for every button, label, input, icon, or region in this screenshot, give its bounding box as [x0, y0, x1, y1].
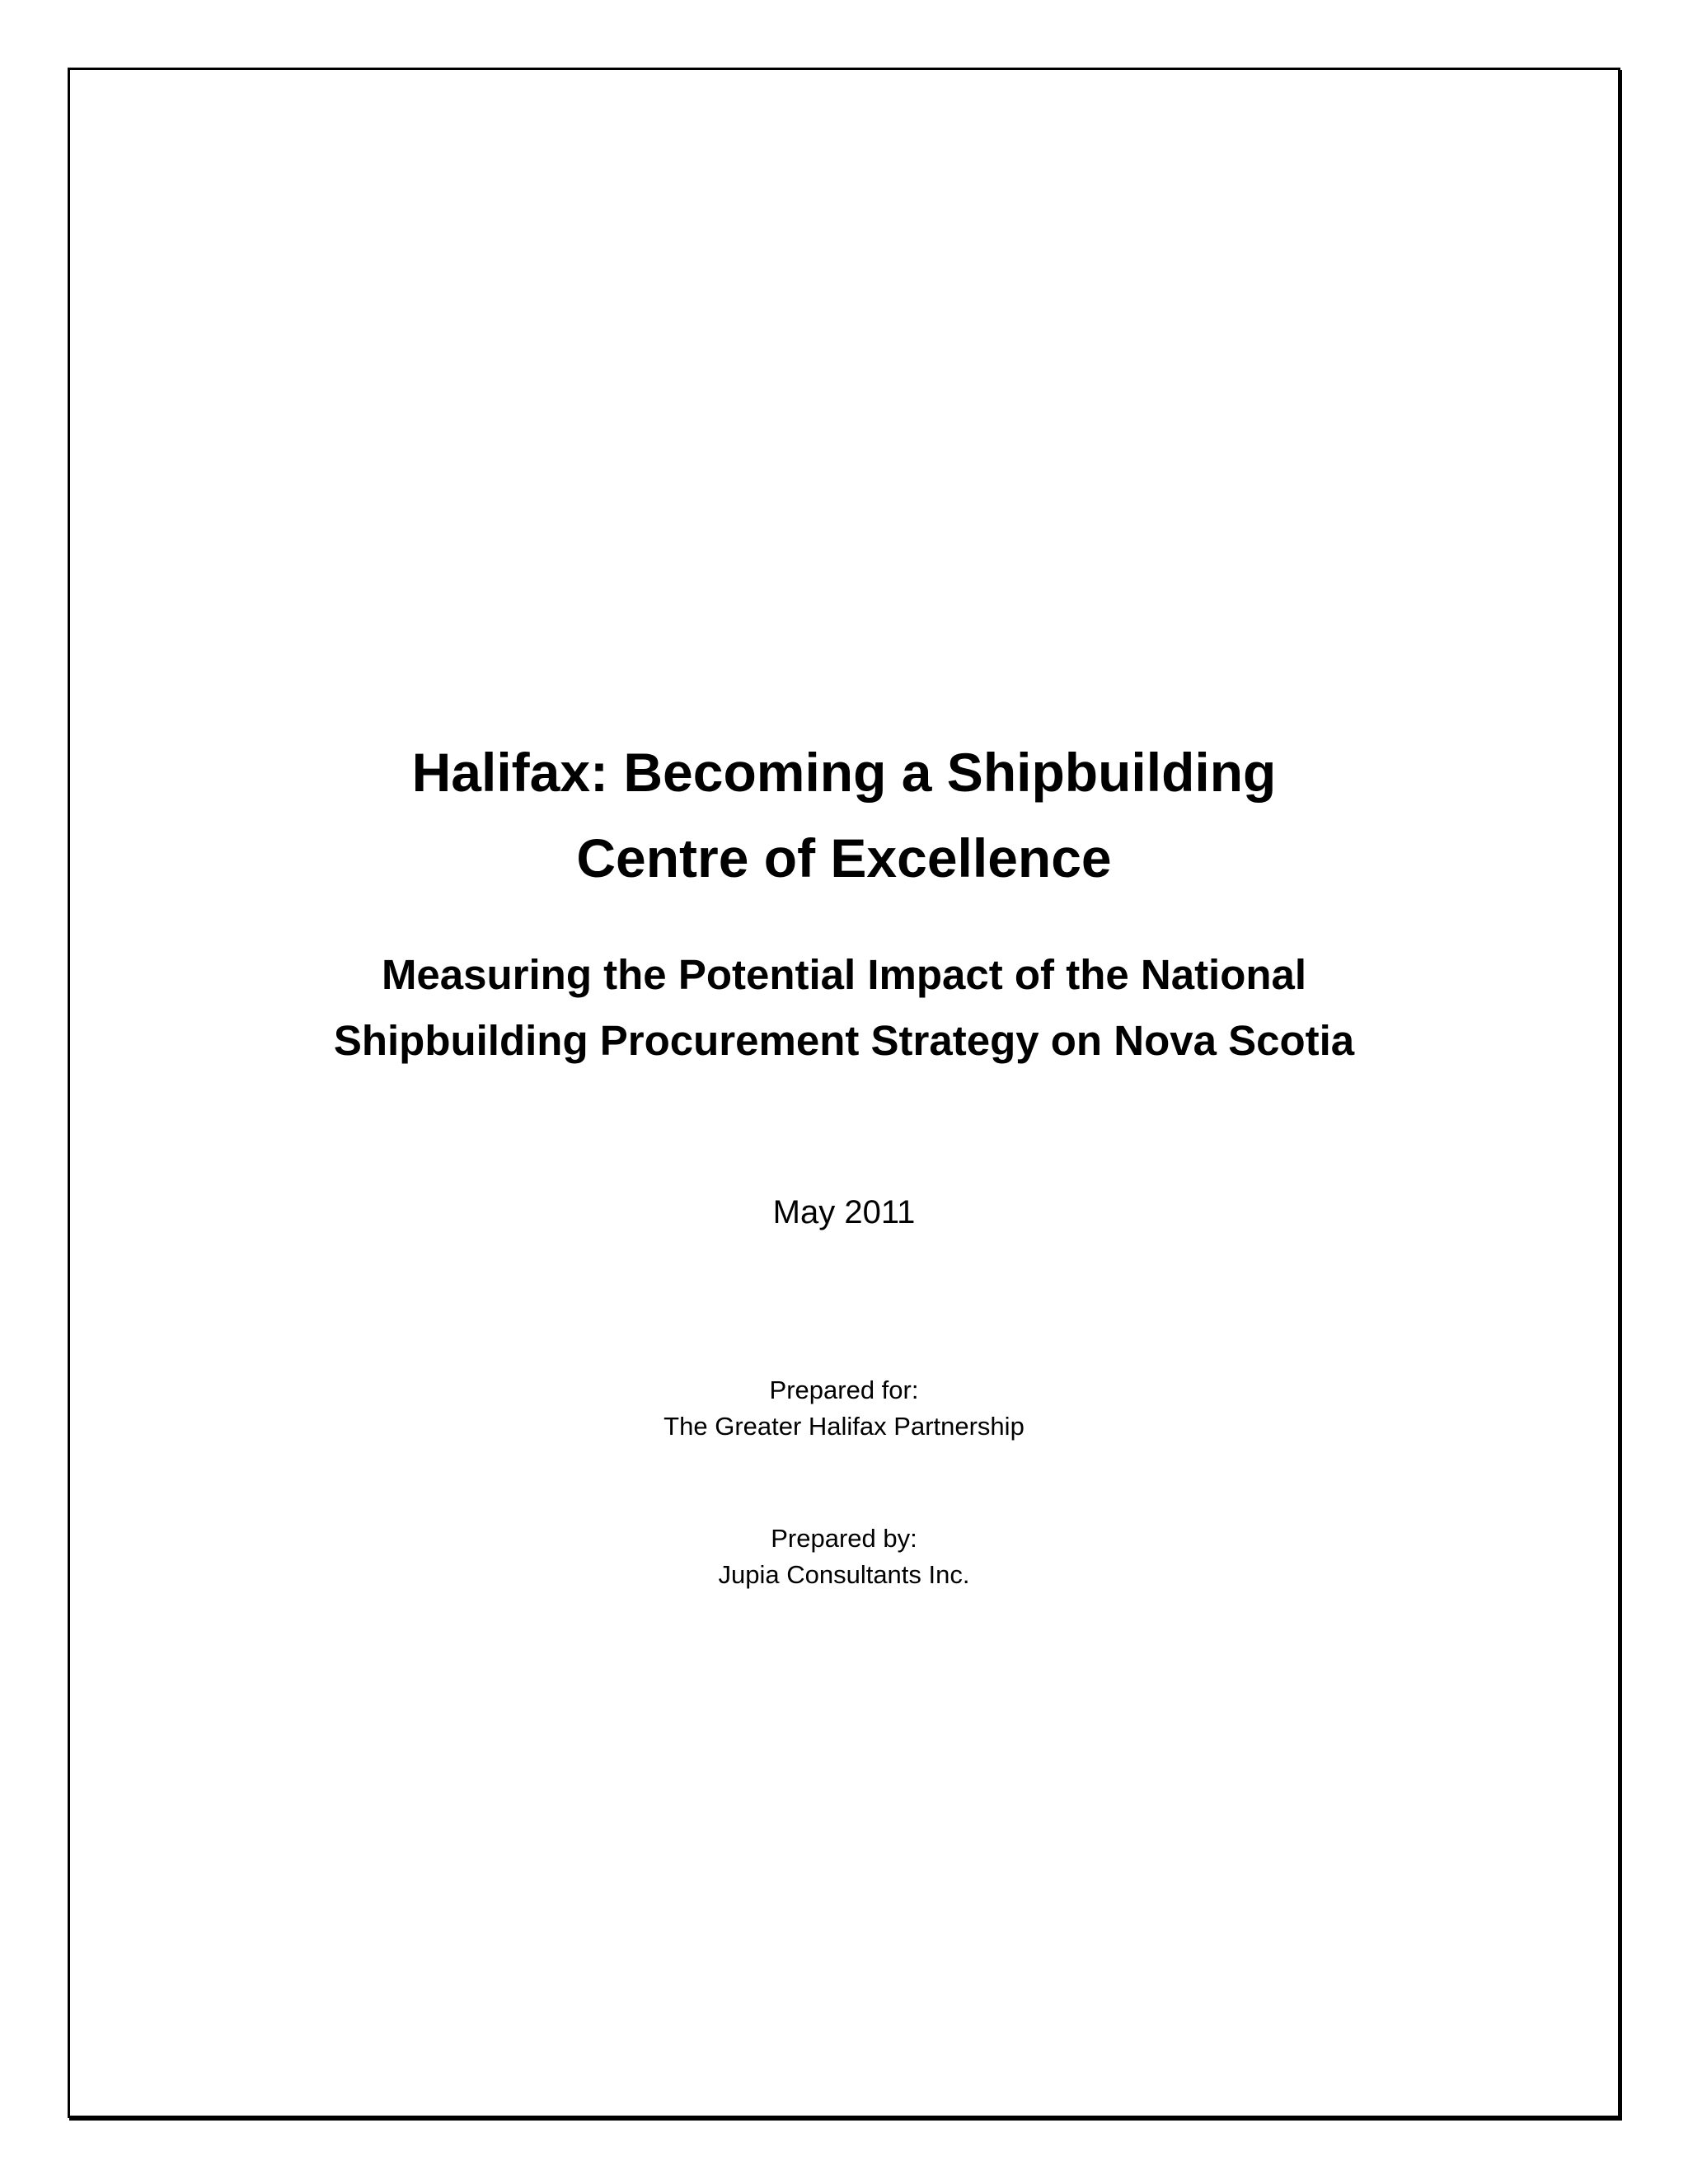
prepared-by-section: [70, 1521, 1618, 1593]
cover-page: [68, 68, 1620, 2118]
prepared-by-label: Prepared by:: [771, 1524, 917, 1553]
prepared-for-label: Prepared for:: [769, 1376, 919, 1404]
report-subtitle: [70, 942, 1618, 1074]
report-title: [70, 729, 1618, 901]
report-subtitle-line-2: Shipbuilding Procurement Strategy on Nova Scotia: [333, 1017, 1355, 1064]
report-subtitle-line-1: Measuring the Potential Impact of the National: [381, 951, 1307, 998]
report-date: May 2011: [772, 1194, 916, 1230]
prepared-for-value: The Greater Halifax Partnership: [663, 1412, 1025, 1441]
report-title-line-2: Centre of Excellence: [576, 827, 1112, 888]
prepared-for-section: [70, 1372, 1618, 1445]
prepared-by-value: Jupia Consultants Inc.: [718, 1560, 970, 1589]
report-title-line-1: Halifax: Becoming a Shipbuilding: [411, 742, 1277, 803]
